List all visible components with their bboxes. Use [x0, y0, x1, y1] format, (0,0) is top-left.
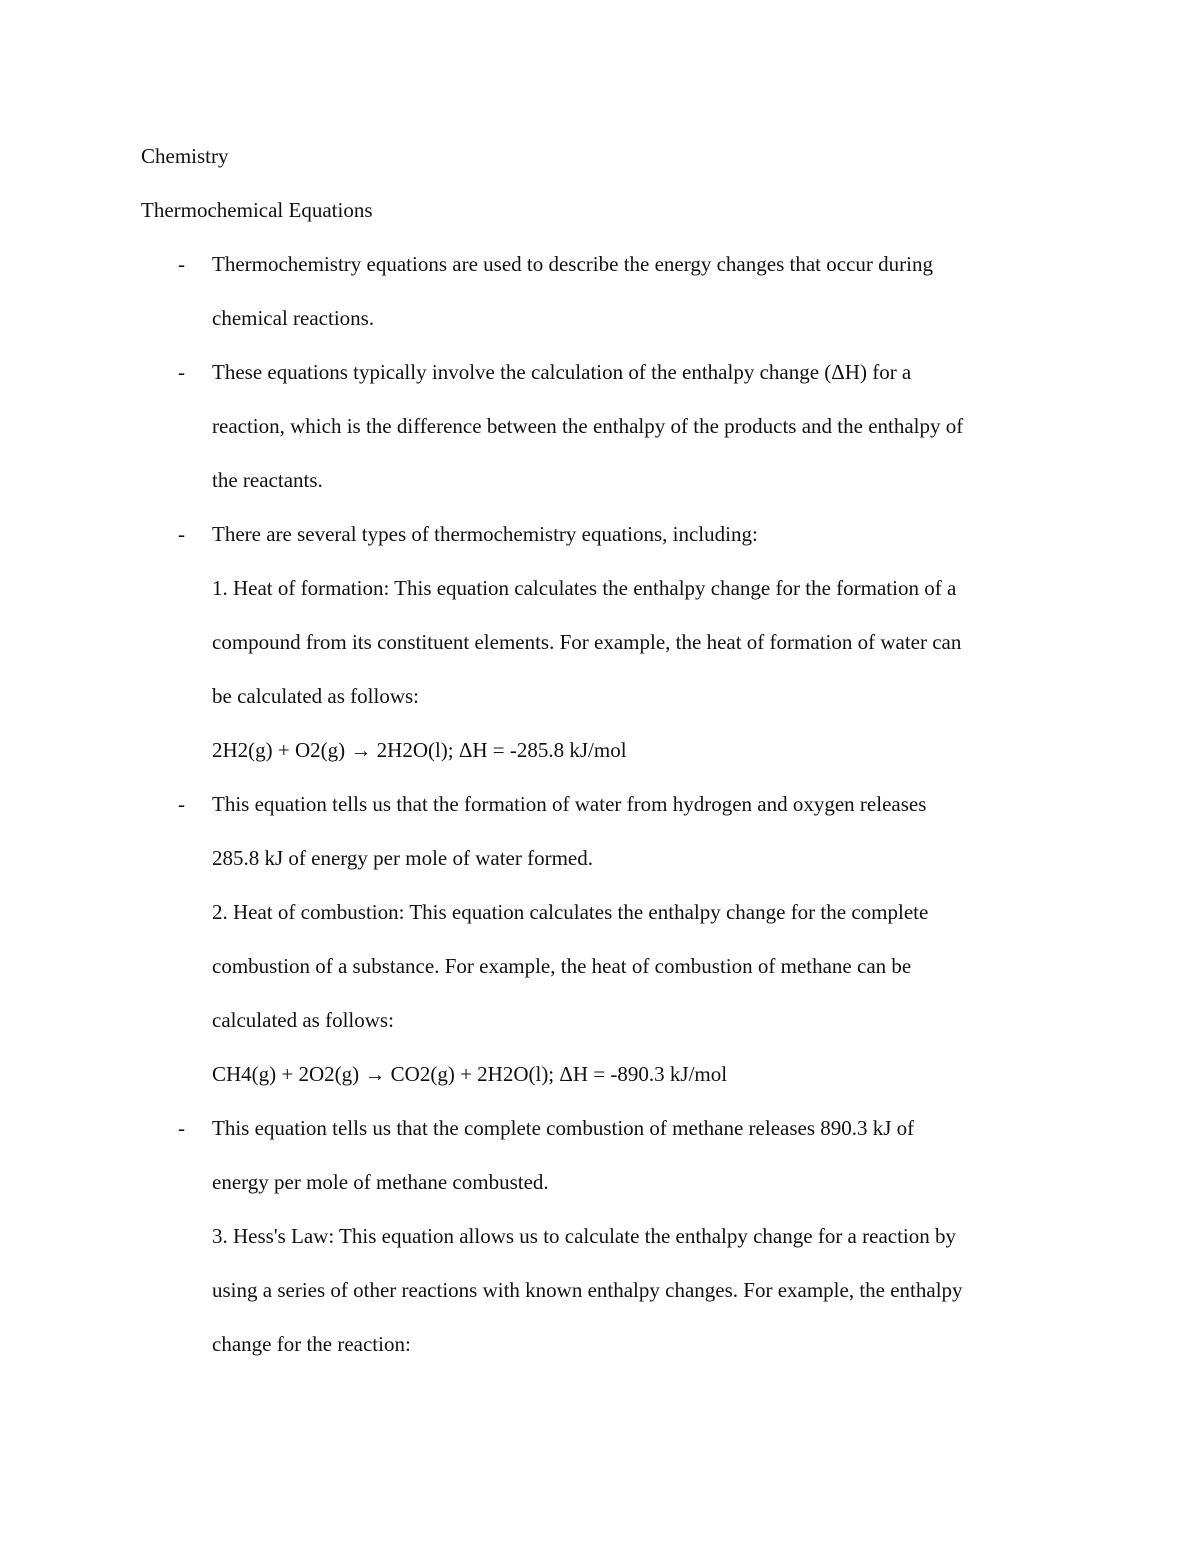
section-heading: Thermochemical Equations — [141, 198, 373, 222]
paragraph-line: change for the reaction: — [212, 1332, 411, 1356]
numbered-item-line: 2. Heat of combustion: This equation calculates the enthalpy change for the complete — [212, 900, 929, 924]
paragraph-line: 285.8 kJ of energy per mole of water formed. — [212, 846, 593, 870]
paragraph-line: calculated as follows: — [212, 1008, 394, 1032]
bullet-marker: - — [178, 522, 185, 546]
equation-line: CH4(g) + 2O2(g) → CO2(g) + 2H2O(l); ΔH = -890.3 kJ/mol — [212, 1062, 728, 1086]
paragraph-line: be calculated as follows: — [212, 684, 420, 708]
paragraph-line: using a series of other reactions with known enthalpy changes. For example, the enthalpy — [212, 1278, 963, 1302]
paragraph-line: compound from its constituent elements. For example, the heat of formation of water can — [212, 630, 962, 654]
paragraph-line: Thermochemistry equations are used to describe the energy changes that occur during — [212, 252, 933, 276]
bullet-marker: - — [178, 360, 185, 384]
numbered-item-line: 3. Hess's Law: This equation allows us to calculate the enthalpy change for a reaction by — [212, 1224, 957, 1248]
paragraph-line: the reactants. — [212, 468, 323, 492]
paragraph-line: There are several types of thermochemistry equations, including: — [212, 522, 758, 546]
paragraph-line: This equation tells us that the formation of water from hydrogen and oxygen releases — [212, 792, 927, 816]
paragraph-line: reaction, which is the difference between the enthalpy of the products and the enthalpy of — [212, 414, 964, 438]
equation-line: 2H2(g) + O2(g) → 2H2O(l); ΔH = -285.8 kJ/mol — [212, 738, 627, 762]
paragraph-line: These equations typically involve the calculation of the enthalpy change (ΔH) for a — [212, 360, 912, 384]
bullet-marker: - — [178, 252, 185, 276]
paragraph-line: This equation tells us that the complete combustion of methane releases 890.3 kJ of — [212, 1116, 915, 1140]
bullet-marker: - — [178, 1116, 185, 1140]
document-title: Chemistry — [141, 144, 229, 168]
paragraph-line: energy per mole of methane combusted. — [212, 1170, 549, 1194]
bullet-marker: - — [178, 792, 185, 816]
paragraph-line: chemical reactions. — [212, 306, 375, 330]
paragraph-line: combustion of a substance. For example, the heat of combustion of methane can be — [212, 954, 912, 978]
numbered-item-line: 1. Heat of formation: This equation calculates the enthalpy change for the formation of a — [212, 576, 957, 600]
